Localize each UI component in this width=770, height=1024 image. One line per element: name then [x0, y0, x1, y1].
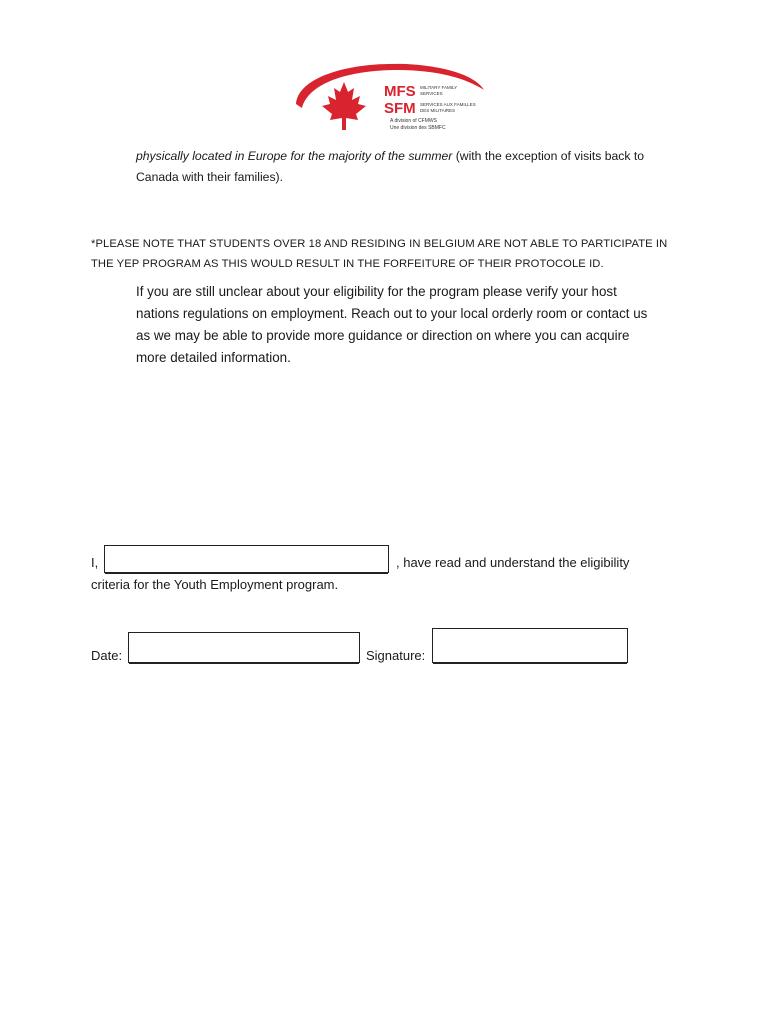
belgium-note [91, 234, 711, 274]
ack-line-2: criteria for the Youth Employment program. [91, 577, 339, 592]
logo-sub-en-2: SERVICES [420, 91, 443, 96]
logo-sfm: SFM [384, 100, 416, 117]
logo-sub-fr-1: SERVICES AUX FAMILLES [420, 102, 476, 107]
belgium-note-line-2: THE YEP PROGRAM AS THIS WOULD RESULT IN THE FORFEITURE OF THEIR PROTOCOLE ID. [91, 258, 604, 270]
logo-division-en: A division of CFMWS [390, 118, 437, 124]
name-input[interactable] [105, 546, 388, 572]
date-underline [129, 663, 359, 664]
date-label: Date: [91, 648, 123, 663]
name-field[interactable] [104, 545, 389, 573]
logo-sub-en-1: MILITARY FAMILY [420, 85, 458, 90]
guidance-line-3: as we may be able to provide more guidance or direction on where you can acquire [136, 328, 630, 343]
guidance-paragraph [136, 281, 696, 369]
signature-input[interactable] [433, 629, 627, 662]
signature-underline [433, 663, 627, 664]
logo-mfs: MFS [384, 83, 416, 100]
logo-division-fr: Une division des SBMFC [390, 125, 446, 131]
eligibility-line-1 [136, 146, 696, 167]
date-input[interactable] [129, 633, 359, 662]
eligibility-line-1-rest: (with the exception of visits back to [452, 149, 645, 163]
eligibility-line-2: Canada with their families). [136, 170, 283, 184]
ack-suffix: , have read and understand the eligibility [396, 555, 630, 570]
date-field[interactable] [128, 632, 360, 663]
signature-field[interactable] [432, 628, 628, 663]
guidance-line-1: If you are still unclear about your eligibility for the program please verify your host [136, 284, 617, 299]
maple-leaf-icon [322, 82, 366, 130]
belgium-note-line-1: *PLEASE NOTE THAT STUDENTS OVER 18 AND RESIDING IN BELGIUM ARE NOT ABLE TO PARTICIPATE IN [91, 238, 668, 250]
name-underline [105, 573, 388, 574]
guidance-line-2: nations regulations on employment. Reach out to your local orderly room or contact us [136, 306, 648, 321]
ack-prefix: I, [91, 555, 99, 570]
eligibility-paragraph [136, 146, 696, 188]
eligibility-italic: physically located in Europe for the majority of the summer [136, 149, 453, 163]
logo-sub-fr-2: DES MILITAIRES [420, 108, 456, 113]
signature-label: Signature: [366, 648, 426, 663]
mfs-sfm-logo [286, 58, 486, 136]
guidance-line-4: more detailed information. [136, 350, 291, 365]
